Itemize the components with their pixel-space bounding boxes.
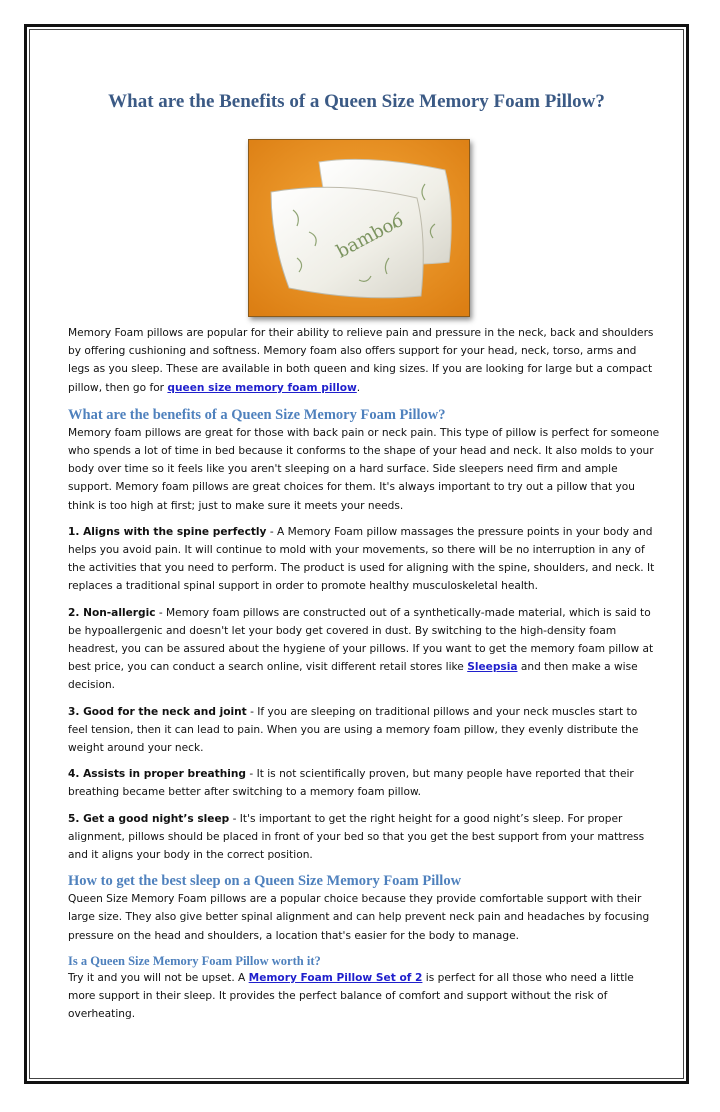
sleepsia-link[interactable]: Sleepsia xyxy=(467,661,518,674)
benefit-title-1: 1. Aligns with the spine perfectly xyxy=(68,525,267,538)
page-title: What are the Benefits of a Queen Size Memory Foam Pillow? xyxy=(108,91,605,112)
intro-paragraph xyxy=(68,324,660,397)
queen-pillow-link[interactable]: queen size memory foam pillow xyxy=(167,381,357,394)
pillow-set-link[interactable]: Memory Foam Pillow Set of 2 xyxy=(248,971,423,984)
pillow-photo xyxy=(248,139,470,317)
benefit-title-5: 5. Get a good night’s sleep xyxy=(68,812,230,825)
benefit-title-2: 2. Non-allergic xyxy=(68,606,156,619)
svg-text:bamboo: bamboo xyxy=(332,209,407,263)
benefit-title-3: 3. Good for the neck and joint xyxy=(68,705,247,718)
benefit-item-1 xyxy=(68,523,660,596)
section-heading-benefits: What are the benefits of a Queen Size Memory Foam Pillow? xyxy=(68,406,446,423)
worth-it-paragraph xyxy=(68,969,660,1024)
benefit-item-2 xyxy=(68,604,660,695)
benefit-text-4: - It is not scientifically proven, but many people have reported that their breathing became better after switching to a memory foam pillow. xyxy=(68,768,634,799)
benefit-item-3 xyxy=(68,703,660,758)
benefit-text-5: - It's important to get the right height for a good night’s sleep. For proper alignment, pillows should be placed in front of your bed so that you get the best support from your mattress and it aligns your body in the correct position. xyxy=(68,812,645,862)
worth-it-end: is perfect for all those who need a little more support in their sleep. It provides the perfect balance of comfort and support without the risk of overheating. xyxy=(68,971,634,1021)
benefit-text-2: - Memory foam pillows are constructed out of a synthetically-made material, which is said to be hypoallergenic and doesn't let your body get covered in dust. By switching to the high-density foam headrest, you can be assured about the hygiene of your pillows. If you want to get the memory foam pillow at best price, you can conduct a search online, visit different retail stores like xyxy=(68,606,654,674)
benefit-item-5 xyxy=(68,810,660,865)
benefits-paragraph: Memory foam pillows are great for those with back pain or neck pain. This type of pillow is perfect for someone who spends a lot of time in bed because it conforms to the shape of your head and neck. It also molds to your body over time so it feels like you aren't sleeping on a hard surface. Side sleepers need firm and ample support. Memory foam pillows are great choices for them. It's always important to try out a pillow that you think is too high at first; just to make sure it meets your needs. xyxy=(68,426,660,512)
benefit-text-1: - A Memory Foam pillow massages the pressure points in your body and helps you avoid pain. It will continue to mold with your movements, so there will be no interruption in any of the activities that you need to perform. The product is used for aligning with the spine, shoulders, and neck. It replaces a traditional spinal support in order to promote healthy musculoskeletal health. xyxy=(68,525,655,593)
section-heading-best-sleep: How to get the best sleep on a Queen Size Memory Foam Pillow xyxy=(68,873,462,890)
intro-text: Memory Foam pillows are popular for their ability to relieve pain and pressure in the neck, back and shoulders by offering cushioning and softness. Memory foam also offers support for your head, neck, torso, arms and legs as you sleep. These are available in both queen and king sizes. If you are looking for large but a compact pillow, then go for xyxy=(68,327,654,394)
article-body xyxy=(68,324,660,1024)
benefit-text-3: - If you are sleeping on traditional pillows and your neck muscles start to feel tension, then it can lead to pain. When you are using a memory foam pillow, they evenly distribute the weight around your neck. xyxy=(68,705,639,755)
worth-it-text: Try it and you will not be upset. A xyxy=(68,971,249,984)
benefit-text-2-end: and then make a wise decision. xyxy=(68,661,638,692)
benefit-item-4 xyxy=(68,765,660,801)
document-page xyxy=(24,24,689,1084)
benefit-title-4: 4. Assists in proper breathing xyxy=(68,768,247,781)
section-heading-worth-it: Is a Queen Size Memory Foam Pillow worth it? xyxy=(68,953,321,968)
best-sleep-paragraph: Queen Size Memory Foam pillows are a popular choice because they provide comfortable support with their large size. They also give better spinal alignment and can help prevent neck pain and headaches by focusing pressure on the head and shoulders, a location that's easier for the body to manage. xyxy=(68,893,650,942)
intro-end: . xyxy=(356,381,361,394)
